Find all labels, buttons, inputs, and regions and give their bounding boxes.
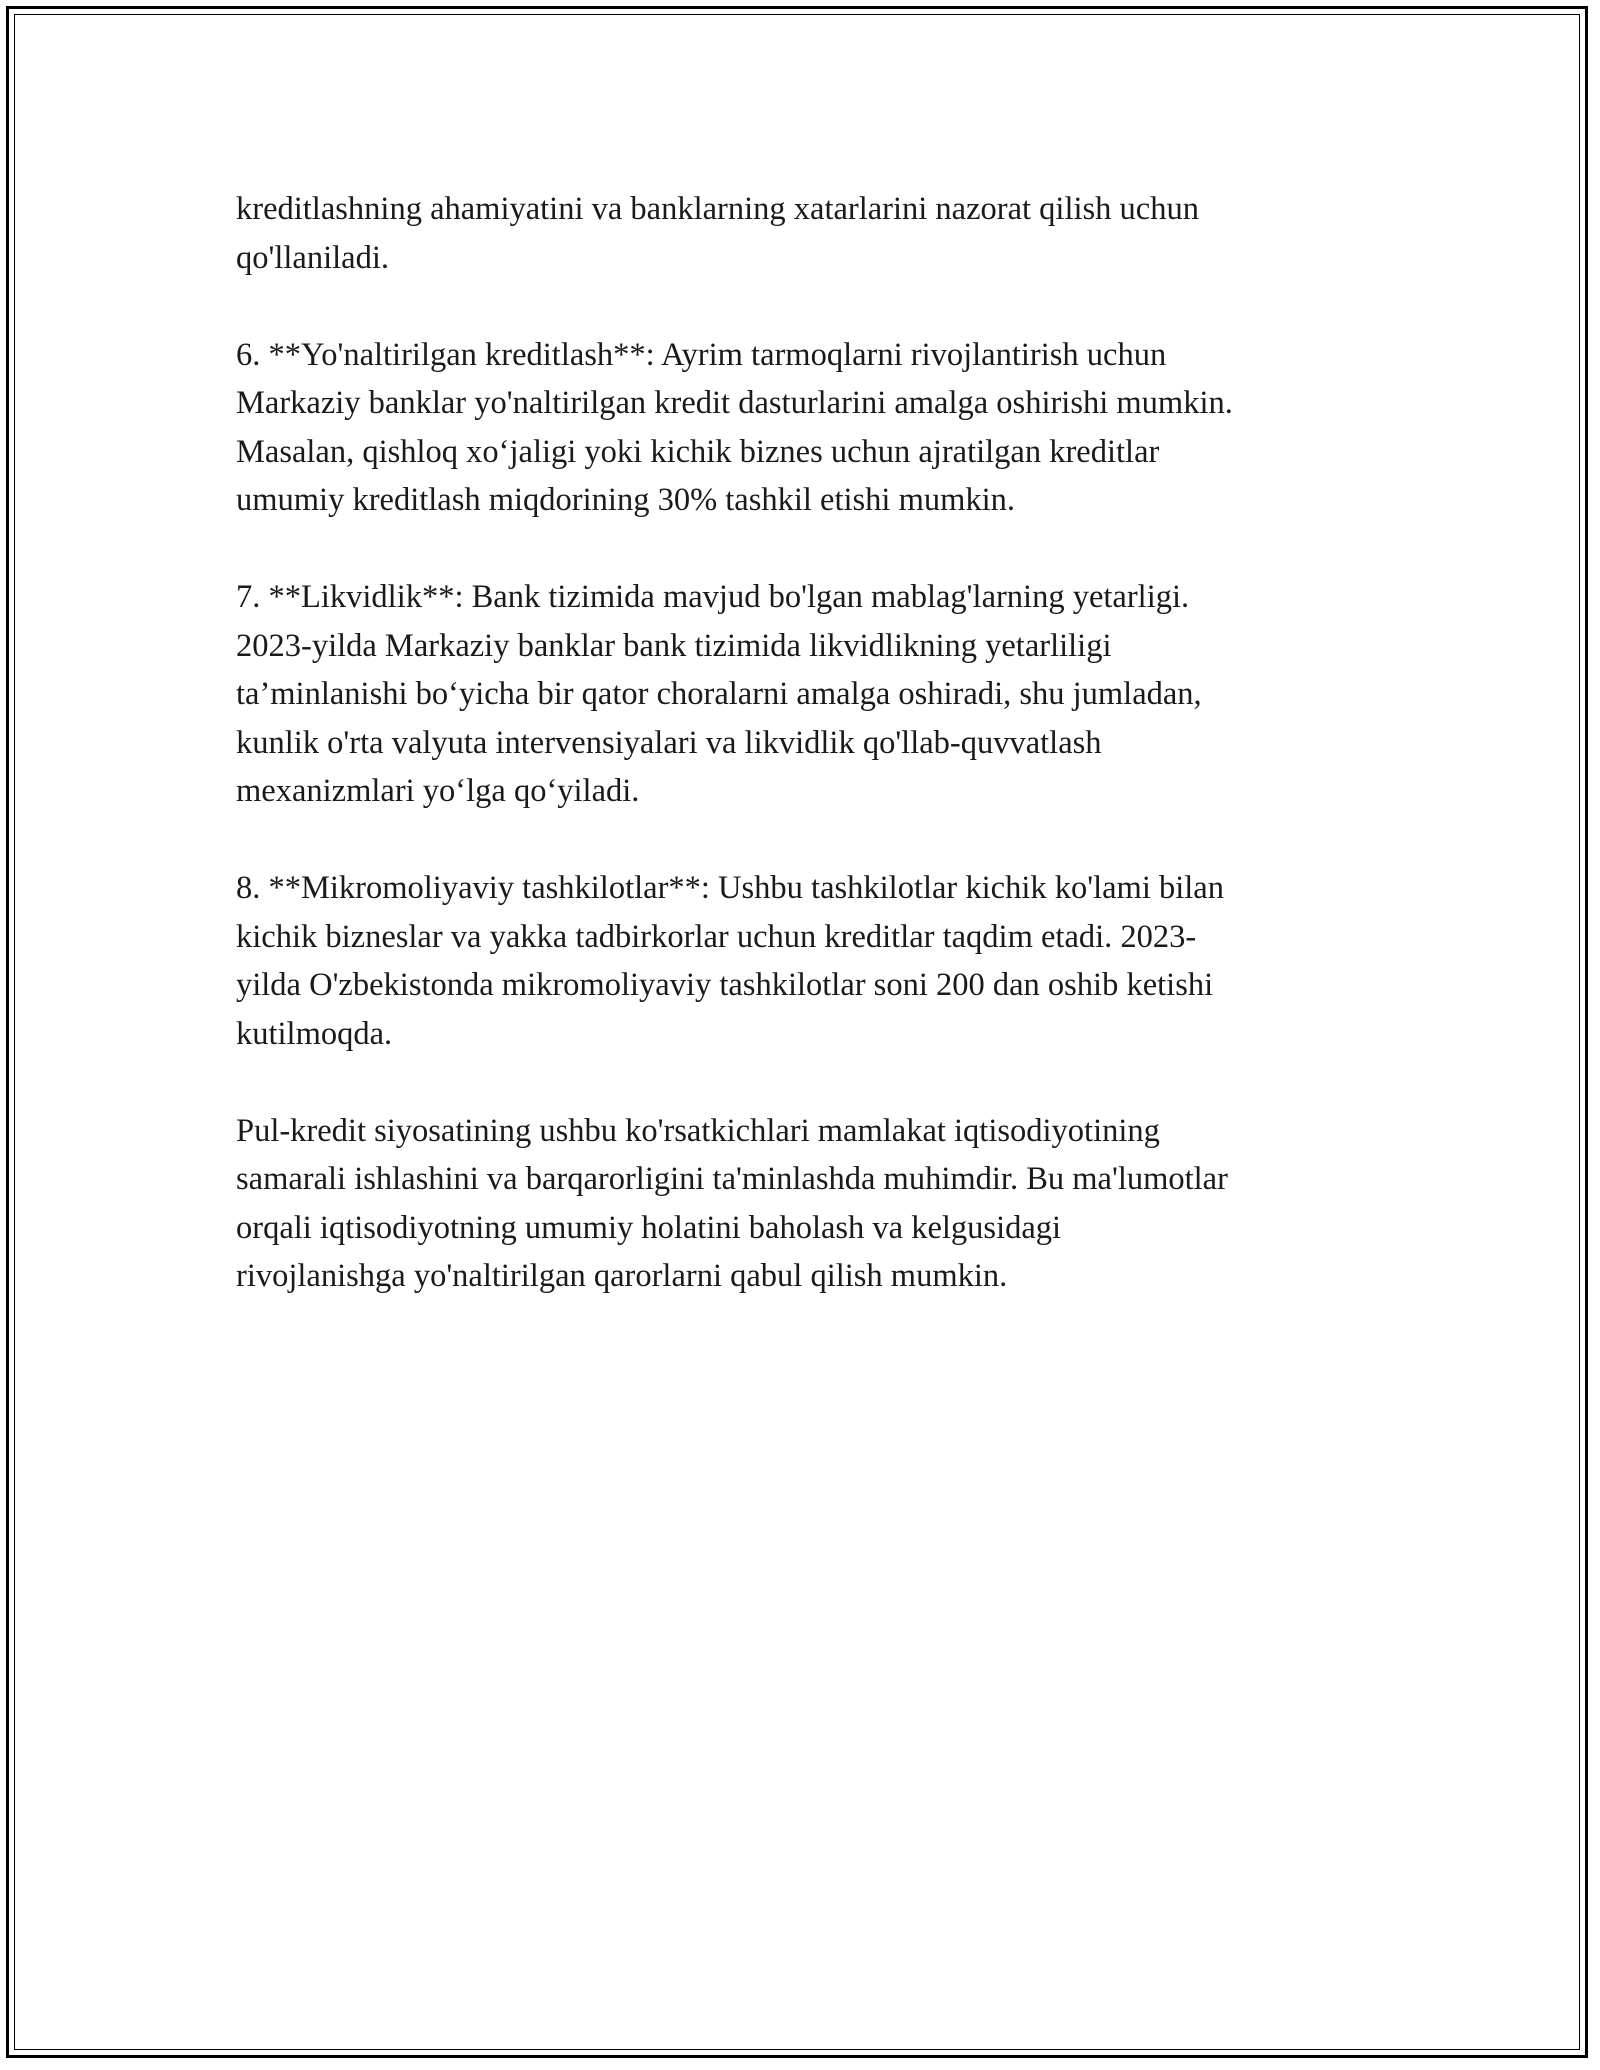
text-line: yilda O'zbekistonda mikromoliyaviy tashkilotlar soni 200 dan oshib ketishi: [236, 967, 1214, 1003]
text-line: ta’minlanishi bo‘yicha bir qator choralarni amalga oshiradi, shu jumladan,: [236, 676, 1202, 712]
text-line: kichik bizneslar va yakka tadbirkorlar uchun kreditlar taqdim etadi. 2023-: [236, 918, 1197, 955]
document-body: [236, 185, 1376, 1349]
text-line: Markaziy banklar yo'naltirilgan kredit dasturlarini amalga oshirishi mumkin.: [236, 385, 1233, 421]
text-line: 7. **Likvidlik**: Bank tizimida mavjud bo'lgan mablag'larning yetarligi.: [236, 579, 1190, 615]
text-line: kunlik o'rta valyuta intervensiyalari va likvidlik qo'llab-quvvatlash: [236, 724, 1102, 761]
paragraph-conclusion: [236, 1107, 1376, 1301]
text-line: 2023-yilda Markaziy banklar bank tizimida likvidlikning yetarliligi: [236, 627, 1112, 664]
text-line: qo'llaniladi.: [236, 239, 389, 276]
text-line: Masalan, qishloq xo‘jaligi yoki kichik biznes uchun ajratilgan kreditlar: [236, 433, 1160, 470]
list-item-6: [236, 331, 1376, 525]
text-line: 8. **Mikromoliyaviy tashkilotlar**: Ushbu tashkilotlar kichik ko'lami bilan: [236, 870, 1224, 906]
text-line: kutilmoqda.: [236, 1015, 393, 1052]
text-line: 6. **Yo'naltirilgan kreditlash**: Ayrim tarmoqlarni rivojlantirish uchun: [236, 336, 1167, 373]
list-item-7: [236, 573, 1376, 816]
text-line: mexanizmlari yo‘lga qo‘yiladi.: [236, 773, 640, 809]
text-line: orqali iqtisodiyotning umumiy holatini baholash va kelgusidagi: [236, 1209, 1062, 1246]
text-line: kreditlashning ahamiyatini va banklarning xatarlarini nazorat qilish uchun: [236, 191, 1199, 227]
paragraph-continuation: [236, 185, 1376, 282]
text-line: rivojlanishga yo'naltirilgan qarorlarni qabul qilish mumkin.: [236, 1258, 1008, 1294]
text-line: samarali ishlashini va barqarorligini ta'minlashda muhimdir. Bu ma'lumotlar: [236, 1161, 1228, 1197]
list-item-8: [236, 864, 1376, 1058]
text-line: umumiy kreditlash miqdorining 30% tashkil etishi mumkin.: [236, 482, 1016, 518]
text-line: Pul-kredit siyosatining ushbu ko'rsatkichlari mamlakat iqtisodiyotining: [236, 1112, 1160, 1149]
